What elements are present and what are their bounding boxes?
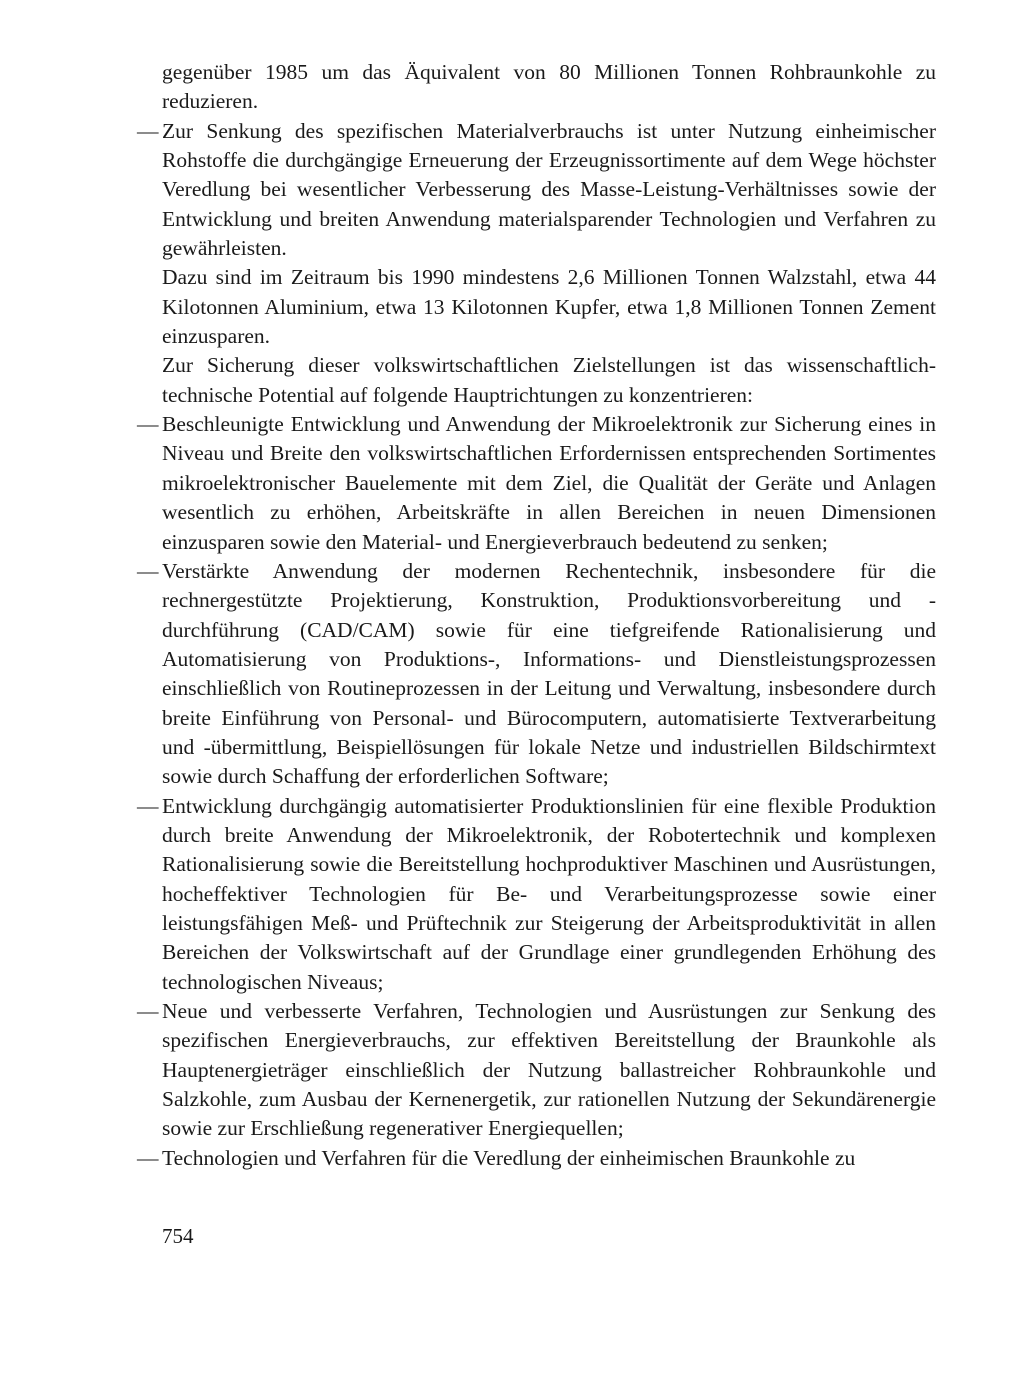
list-item-lignite-refinement [137,1144,936,1173]
dash-bullet: — [137,558,159,583]
paragraph-savings-targets: Dazu sind im Zeitraum bis 1990 mindestens 2,6 Millionen Tonnen Walzstahl, etwa 44 Kilotonnen Aluminium, etwa 13 Kilotonnen Kupfer, etwa 1,8 Millionen Tonnen Zement einzusparen. [162,265,936,349]
list-item-text: Verstärkte Anwendung der modernen Rechentechnik, insbesondere für die rechnergestützte Projektierung, Konstruktion, Produktionsvorbereitung und -durchführung (CAD/CAM) sowie für eine tiefgreifende Rationalisierung und Automatisierung von Produktions-, Informations- und Dienstleistungsprozessen einschließlich von Routineprozessen in der Leitung und Verwaltung, insbesondere durch breite Einführung von Personal- und Bürocomputern, automatisierte Textverarbeitung und -übermittlung, Beispiellösungen für lokale Netze und industriellen Bildschirmtext sowie durch Schaffung der erforderlichen Software; [162,558,936,789]
paragraph-main-directions: Zur Sicherung dieser volkswirtschaftlichen Zielstellungen ist das wissenschaftlich-technische Potential auf folgende Hauptrichtungen zu konzentrieren: [162,353,936,407]
body-text [137,58,936,1173]
dash-bullet: — [137,999,159,1023]
list-item-automation [137,792,936,997]
list-item-text: Neue und verbesserte Verfahren, Technologien und Ausrüstungen zur Senkung des spezifischen Energieverbrauchs, zur effektiven Bereitstellung der Braunkohle als Hauptenergieträger einschließlich der Nutzung ballastreicher Rohbraunkohle und Salzkohle, zum Ausbau der Kernenergetik, zur rationellen Nutzung der Sekundärenergie sowie zur Erschließung regenerativer Energiequellen; [162,999,936,1141]
list-item-computing [137,557,936,792]
list-item-material-consumption [137,117,936,264]
list-item-text: Beschleunigte Entwicklung und Anwendung der Mikroelektronik zur Sicherung eines in Niveau und Breite den volkswirtschaftlichen Erfordernissen entsprechenden Sortimentes mikroelektronischer Bauelemente mit dem Ziel, die Qualität der Geräte und Anlagen wesentlich zu erhöhen, Arbeitskräfte in allen Bereichen in neuen Dimensionen einzusparen sowie den Material- und Energieverbrauch bedeutend zu senken; [162,412,936,554]
list-item-text: Technologien und Verfahren für die Veredlung der einheimischen Braunkohle zu [162,1145,856,1170]
dash-bullet: — [137,118,159,143]
list-item-text: Entwicklung durchgängig automatisierter Produktionslinien für eine flexible Produktion durch breite Anwendung der Mikroelektronik, der Robotertechnik und komplexen Rationalisierung sowie die Bereitstellung hochproduktiver Maschinen und Ausrüstungen, hocheffektiver Technologien für Be- und Verarbeitungsprozesse sowie einer leistungsfähigen Meß- und Prüftechnik zur Steigerung der Arbeitsproduktivität in allen Bereichen der Volkswirtschaft auf der Grundlage einer grundlegenden Erhöhung des technologischen Niveaus; [162,793,936,994]
list-item-text: Zur Senkung des spezifischen Materialverbrauchs ist unter Nutzung einheimischer Rohstoffe die durchgängige Erneuerung der Erzeugnissortimente auf dem Wege höchster Veredlung bei wesentlicher Verbesserung des Masse-Leistung-Verhältnisses sowie der Entwicklung und breiten Anwendung materialsparender Technologien und Verfahren zu gewährleisten. [162,118,936,261]
paragraph-continuation: gegenüber 1985 um das Äquivalent von 80 Millionen Tonnen Rohbraunkohle zu reduzieren. [162,60,936,114]
page-number: 754 [162,1224,194,1248]
dash-bullet: — [137,1145,159,1170]
list-item-energy [137,997,936,1144]
dash-bullet: — [137,412,159,437]
dash-bullet: — [137,793,159,818]
list-item-microelectronics [137,410,936,557]
